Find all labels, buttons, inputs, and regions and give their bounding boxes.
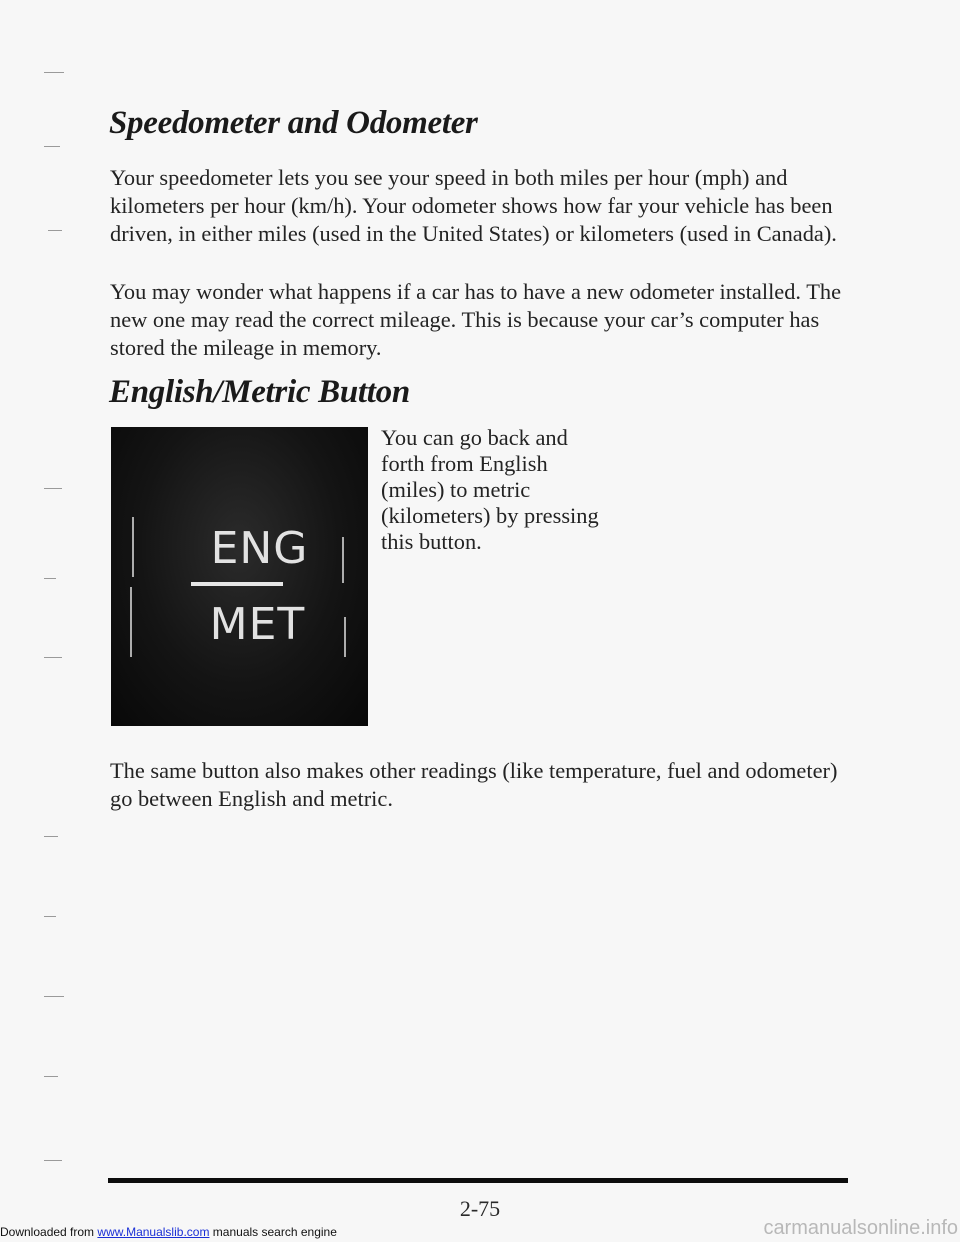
button-description: You can go back and forth from English (miles) to metric (kilometers) by pressing this button. <box>381 425 599 554</box>
eng-met-button-image <box>111 427 368 726</box>
margin-tick <box>44 657 62 658</box>
paragraph-english-metric: The same button also makes other readings (like temperature, fuel and odometer) go between English and metric. <box>110 758 838 811</box>
footer-prefix: Downloaded from <box>0 1225 95 1239</box>
eng-label: ENG <box>210 523 309 574</box>
watermark: carmanualsonline.info <box>763 1217 958 1239</box>
margin-tick <box>44 578 56 579</box>
margin-tick <box>48 230 62 231</box>
manualslib-link[interactable]: www.Manualslib.com <box>97 1225 210 1239</box>
page-number: 2-75 <box>459 1196 501 1221</box>
footer-rule <box>108 1178 848 1183</box>
label-divider <box>191 582 283 586</box>
margin-tick <box>44 488 62 489</box>
margin-tick <box>44 1160 62 1161</box>
footer-suffix: manuals search engine <box>212 1225 337 1239</box>
margin-tick <box>44 72 64 73</box>
section-title-english-metric: English/Metric Button <box>109 374 410 410</box>
margin-tick <box>44 836 58 837</box>
paragraph-speedometer-2: You may wonder what happens if a car has to have a new odometer installed. The new one may read the correct mileage. This is because your car’s computer has stored the mileage in memory. <box>110 279 842 360</box>
section-title-speedometer: Speedometer and Odometer <box>109 105 478 141</box>
paragraph-speedometer-1: Your speedometer lets you see your speed in both miles per hour (mph) and kilometers per hour (km/h). Your odometer shows how far your vehicle has been driven, in either miles (used in the United States) or kilometers (used in Canada). <box>110 165 837 246</box>
margin-tick <box>44 996 64 997</box>
margin-tick <box>44 1076 58 1077</box>
margin-tick <box>44 146 60 147</box>
margin-tick <box>44 916 56 917</box>
met-label: MET <box>209 599 306 650</box>
download-footer <box>0 1225 337 1239</box>
